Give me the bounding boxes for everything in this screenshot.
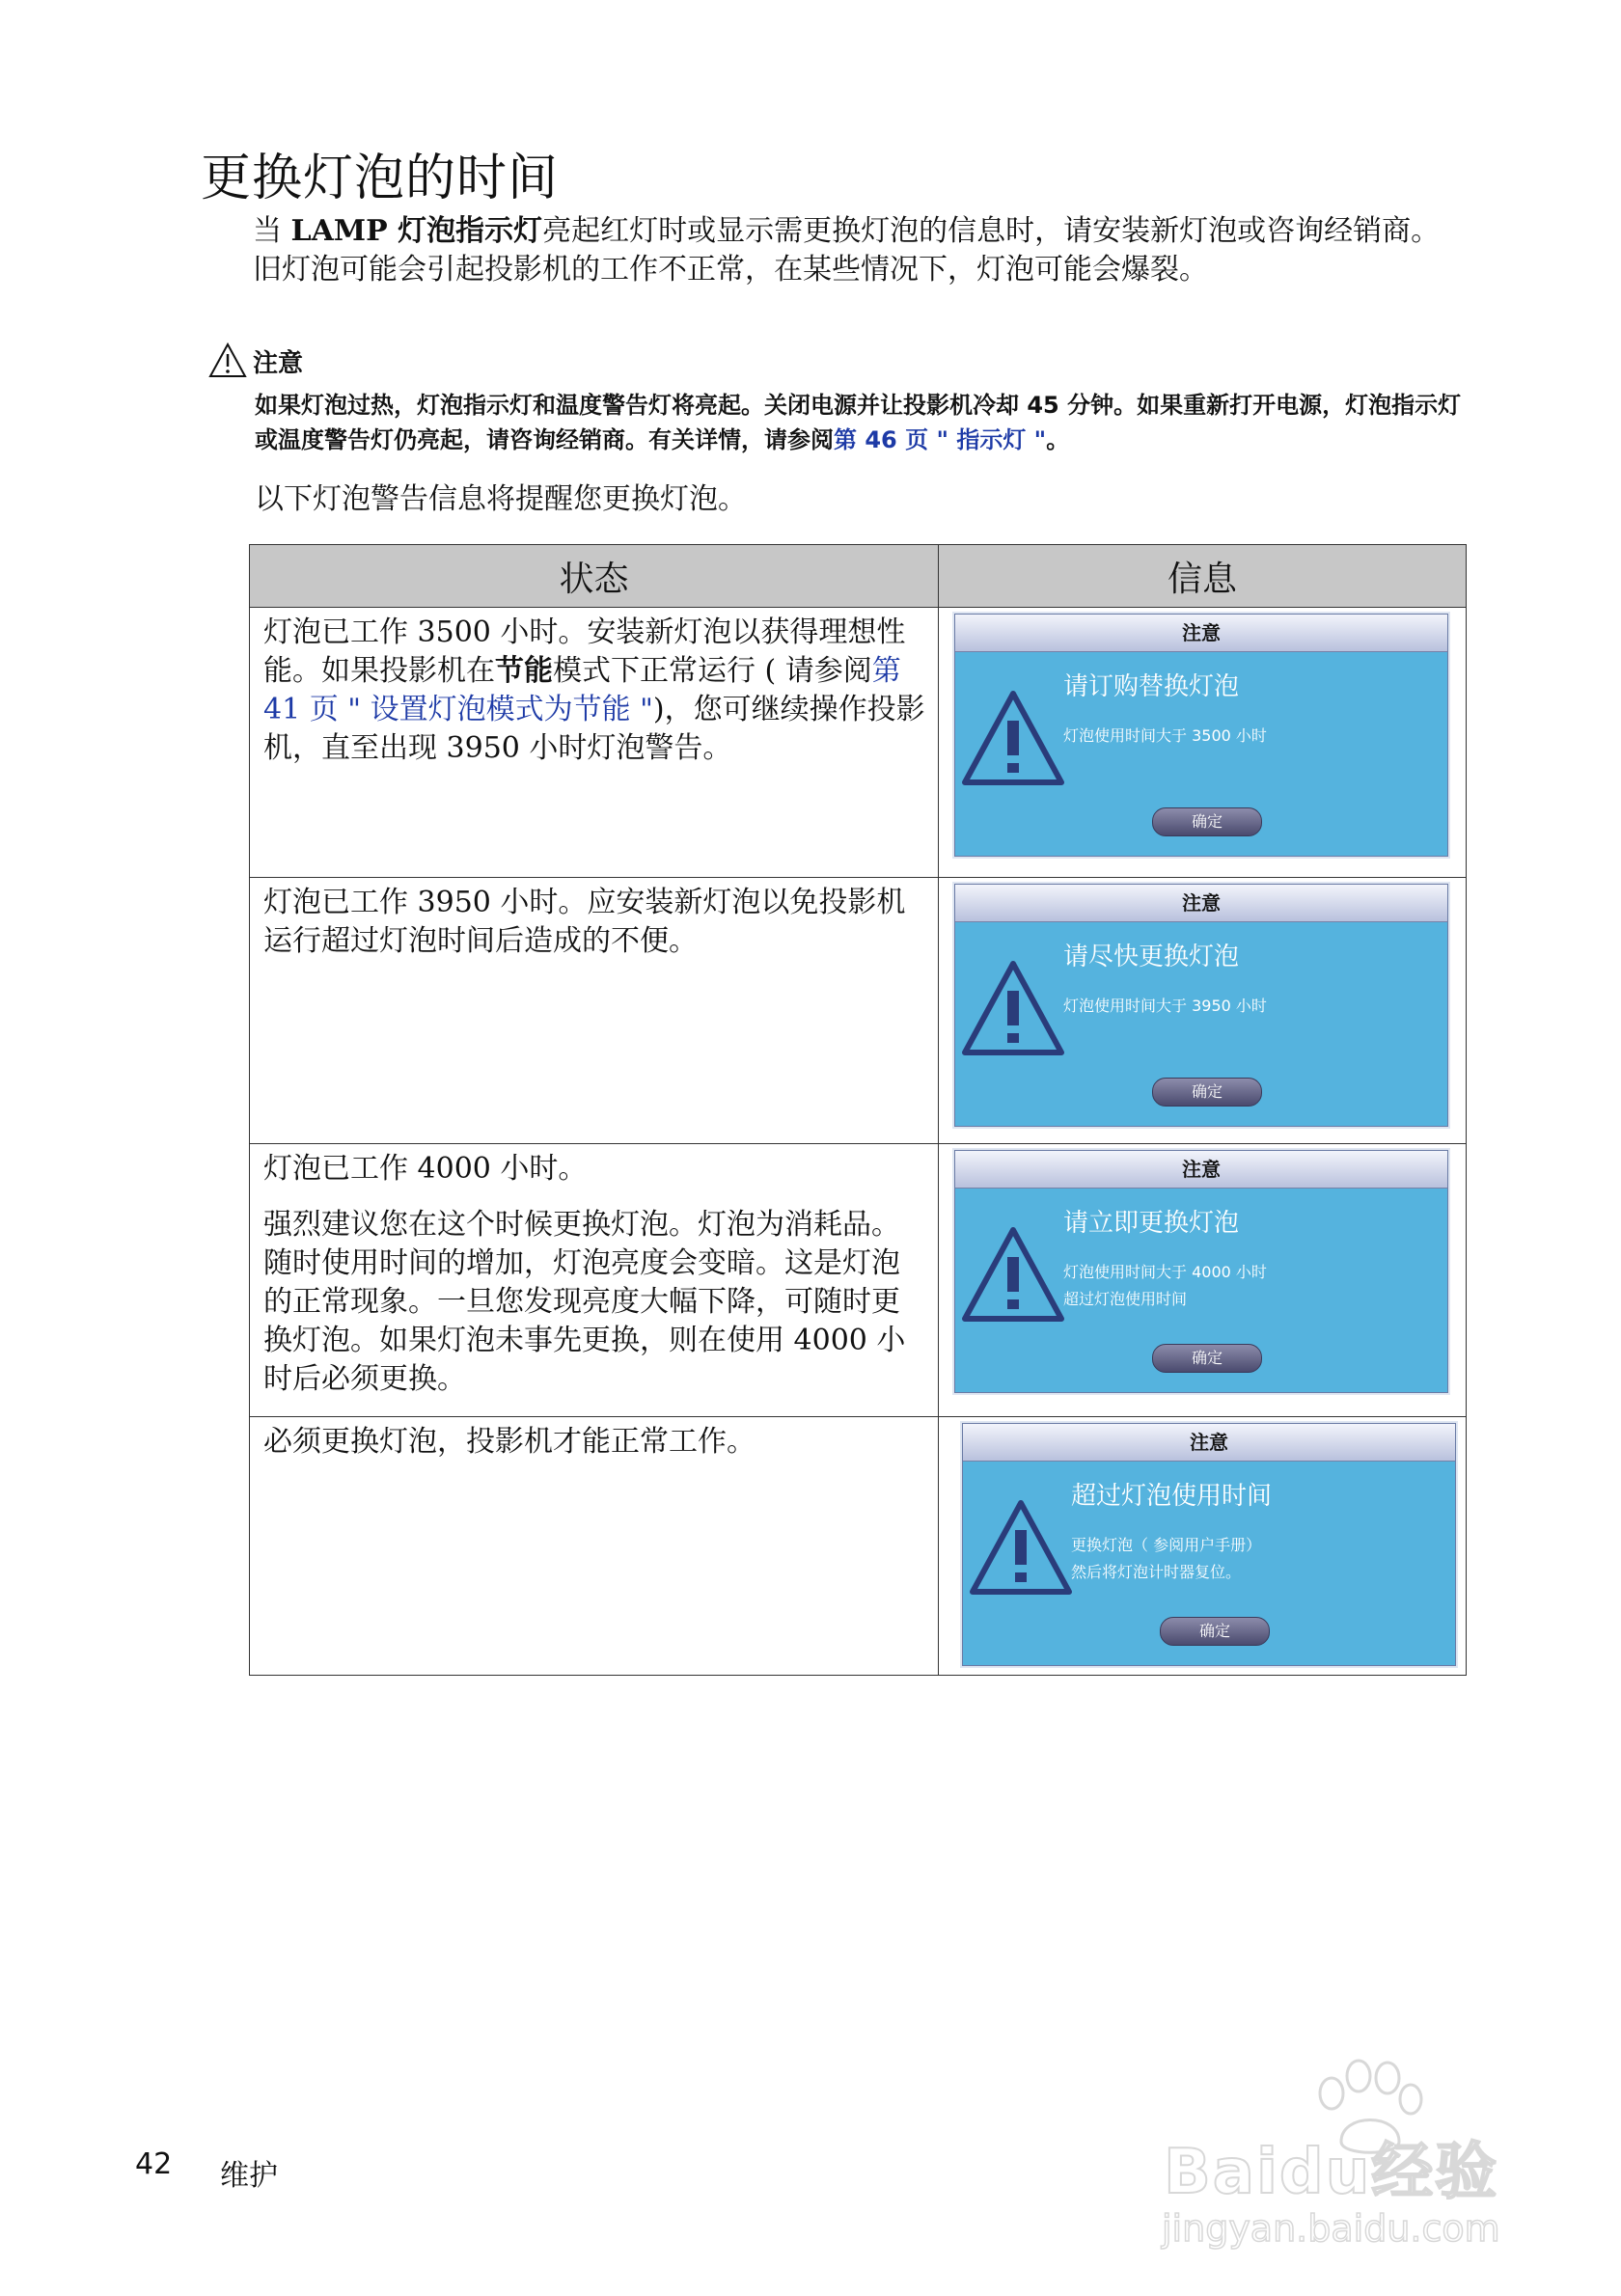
ok-button[interactable]: 确定 bbox=[1152, 1344, 1262, 1373]
baidu-watermark bbox=[1139, 2055, 1544, 2248]
dialog-title: 注意 bbox=[955, 885, 1447, 922]
state-bold: 节能 bbox=[495, 654, 553, 688]
dialog-detail-line: 灯泡使用时间大于 3500 小时 bbox=[1063, 726, 1267, 745]
dialog-message: 请尽快更换灯泡 bbox=[1063, 943, 1240, 971]
warning-triangle-icon bbox=[208, 342, 247, 379]
watermark-url: jingyan.baidu.com bbox=[1162, 2207, 1500, 2250]
header-state: 状态 bbox=[250, 545, 939, 608]
page-title: 更换灯泡的时间 bbox=[201, 150, 560, 207]
warning-dialog bbox=[954, 1150, 1448, 1393]
dialog-detail-line: 超过灯泡使用时间 bbox=[1063, 1290, 1188, 1308]
ok-button[interactable]: 确定 bbox=[1160, 1617, 1270, 1646]
note-end: 。 bbox=[1046, 426, 1070, 453]
note-main-text: 如果灯泡过热，灯泡指示灯和温度警告灯将亮起。关闭电源并让投影机冷却 45 分钟。如果重新打开电源，灯泡指示灯或温度警告灯仍亮起，请咨询经销商。有关详情，请参阅 bbox=[255, 392, 1462, 453]
dialog-detail bbox=[1063, 723, 1267, 750]
intro-bold: LAMP 灯泡指示灯 bbox=[290, 214, 543, 248]
warning-triangle-icon bbox=[961, 690, 1065, 786]
table-header-row bbox=[250, 545, 1467, 608]
note-heading bbox=[208, 340, 303, 382]
table-row bbox=[250, 878, 1467, 1144]
note-text bbox=[255, 388, 1470, 457]
state-text: 模式下正常运行 ( 请参阅 bbox=[553, 654, 872, 688]
intro-prefix: 当 bbox=[253, 214, 291, 248]
intro-rest: 亮起红灯时或显示需更换灯泡的信息时，请安装新灯泡或咨询经销商。旧灯泡可能会引起投影机的工作不正常，在某些情况下，灯泡可能会爆裂。 bbox=[253, 214, 1441, 287]
dialog-title: 注意 bbox=[955, 1151, 1447, 1189]
page-number: 42 bbox=[135, 2147, 173, 2181]
note-link[interactable]: 第 46 页 " 指示灯 " bbox=[834, 426, 1047, 453]
warning-dialog bbox=[954, 884, 1448, 1127]
state-cell bbox=[250, 1144, 939, 1417]
state-text: 灯泡已工作 3950 小时。应安装新灯泡以免投影机运行超过灯泡时间后造成的不便。 bbox=[263, 886, 906, 958]
dialog-detail-line: 然后将灯泡计时器复位。 bbox=[1071, 1563, 1242, 1581]
ok-button[interactable]: 确定 bbox=[1152, 807, 1262, 836]
state-text: 必须更换灯泡，投影机才能正常工作。 bbox=[263, 1425, 756, 1459]
table-row bbox=[250, 1417, 1467, 1676]
warning-dialog bbox=[954, 614, 1448, 857]
state-text: 灯泡已工作 3500 小时。安装新灯泡以获得理想性能。如果投影机在 bbox=[263, 615, 906, 688]
dialog-detail-line: 灯泡使用时间大于 3950 小时 bbox=[1063, 997, 1267, 1015]
table-row bbox=[250, 608, 1467, 878]
warning-dialog bbox=[962, 1423, 1456, 1666]
lead-text: 以下灯泡警告信息将提醒您更换灯泡。 bbox=[255, 482, 747, 516]
dialog-title: 注意 bbox=[955, 615, 1447, 652]
dialog-message: 请订购替换灯泡 bbox=[1063, 672, 1240, 701]
state-cell bbox=[250, 878, 939, 1144]
dialog-detail bbox=[1071, 1532, 1261, 1586]
dialog-message: 请立即更换灯泡 bbox=[1063, 1209, 1240, 1238]
state-cell bbox=[250, 608, 939, 878]
note-label: 注意 bbox=[253, 348, 304, 378]
info-cell bbox=[939, 1144, 1467, 1417]
section-name: 维护 bbox=[220, 2159, 278, 2193]
info-cell bbox=[939, 878, 1467, 1144]
watermark-logo: Baidu经验 bbox=[1164, 2137, 1499, 2208]
lamp-warning-table bbox=[249, 544, 1467, 1676]
intro-paragraph bbox=[253, 212, 1459, 289]
warning-triangle-icon bbox=[969, 1499, 1073, 1596]
info-cell bbox=[939, 608, 1467, 878]
state-text: 强烈建议您在这个时候更换灯泡。灯泡为消耗品。随时使用时间的增加，灯泡亮度会变暗。这是灯泡的正常现象。一旦您发现亮度大幅下降，可随时更换灯泡。如果灯泡未事先更换，则在使用 4000 小时后必须更换。 bbox=[263, 1208, 906, 1396]
warning-triangle-icon bbox=[961, 960, 1065, 1056]
dialog-detail-line: 灯泡使用时间大于 4000 小时 bbox=[1063, 1263, 1267, 1281]
info-cell bbox=[939, 1417, 1467, 1676]
state-text: 灯泡已工作 4000 小时。 bbox=[263, 1152, 588, 1186]
dialog-message: 超过灯泡使用时间 bbox=[1071, 1482, 1273, 1511]
state-cell bbox=[250, 1417, 939, 1676]
dialog-detail bbox=[1063, 993, 1267, 1020]
header-info: 信息 bbox=[939, 545, 1467, 608]
state-text: )，您可继续操作投影机，直至出现 3950 小时灯泡警告。 bbox=[263, 693, 925, 765]
warning-triangle-icon bbox=[961, 1226, 1065, 1323]
dialog-detail bbox=[1063, 1259, 1267, 1313]
state-link[interactable]: 第 41 页 " 设置灯泡模式为节能 " bbox=[263, 654, 901, 726]
table-row bbox=[250, 1144, 1467, 1417]
dialog-title: 注意 bbox=[963, 1424, 1455, 1462]
ok-button[interactable]: 确定 bbox=[1152, 1078, 1262, 1107]
dialog-detail-line: 更换灯泡（ 参阅用户手册） bbox=[1071, 1536, 1262, 1554]
